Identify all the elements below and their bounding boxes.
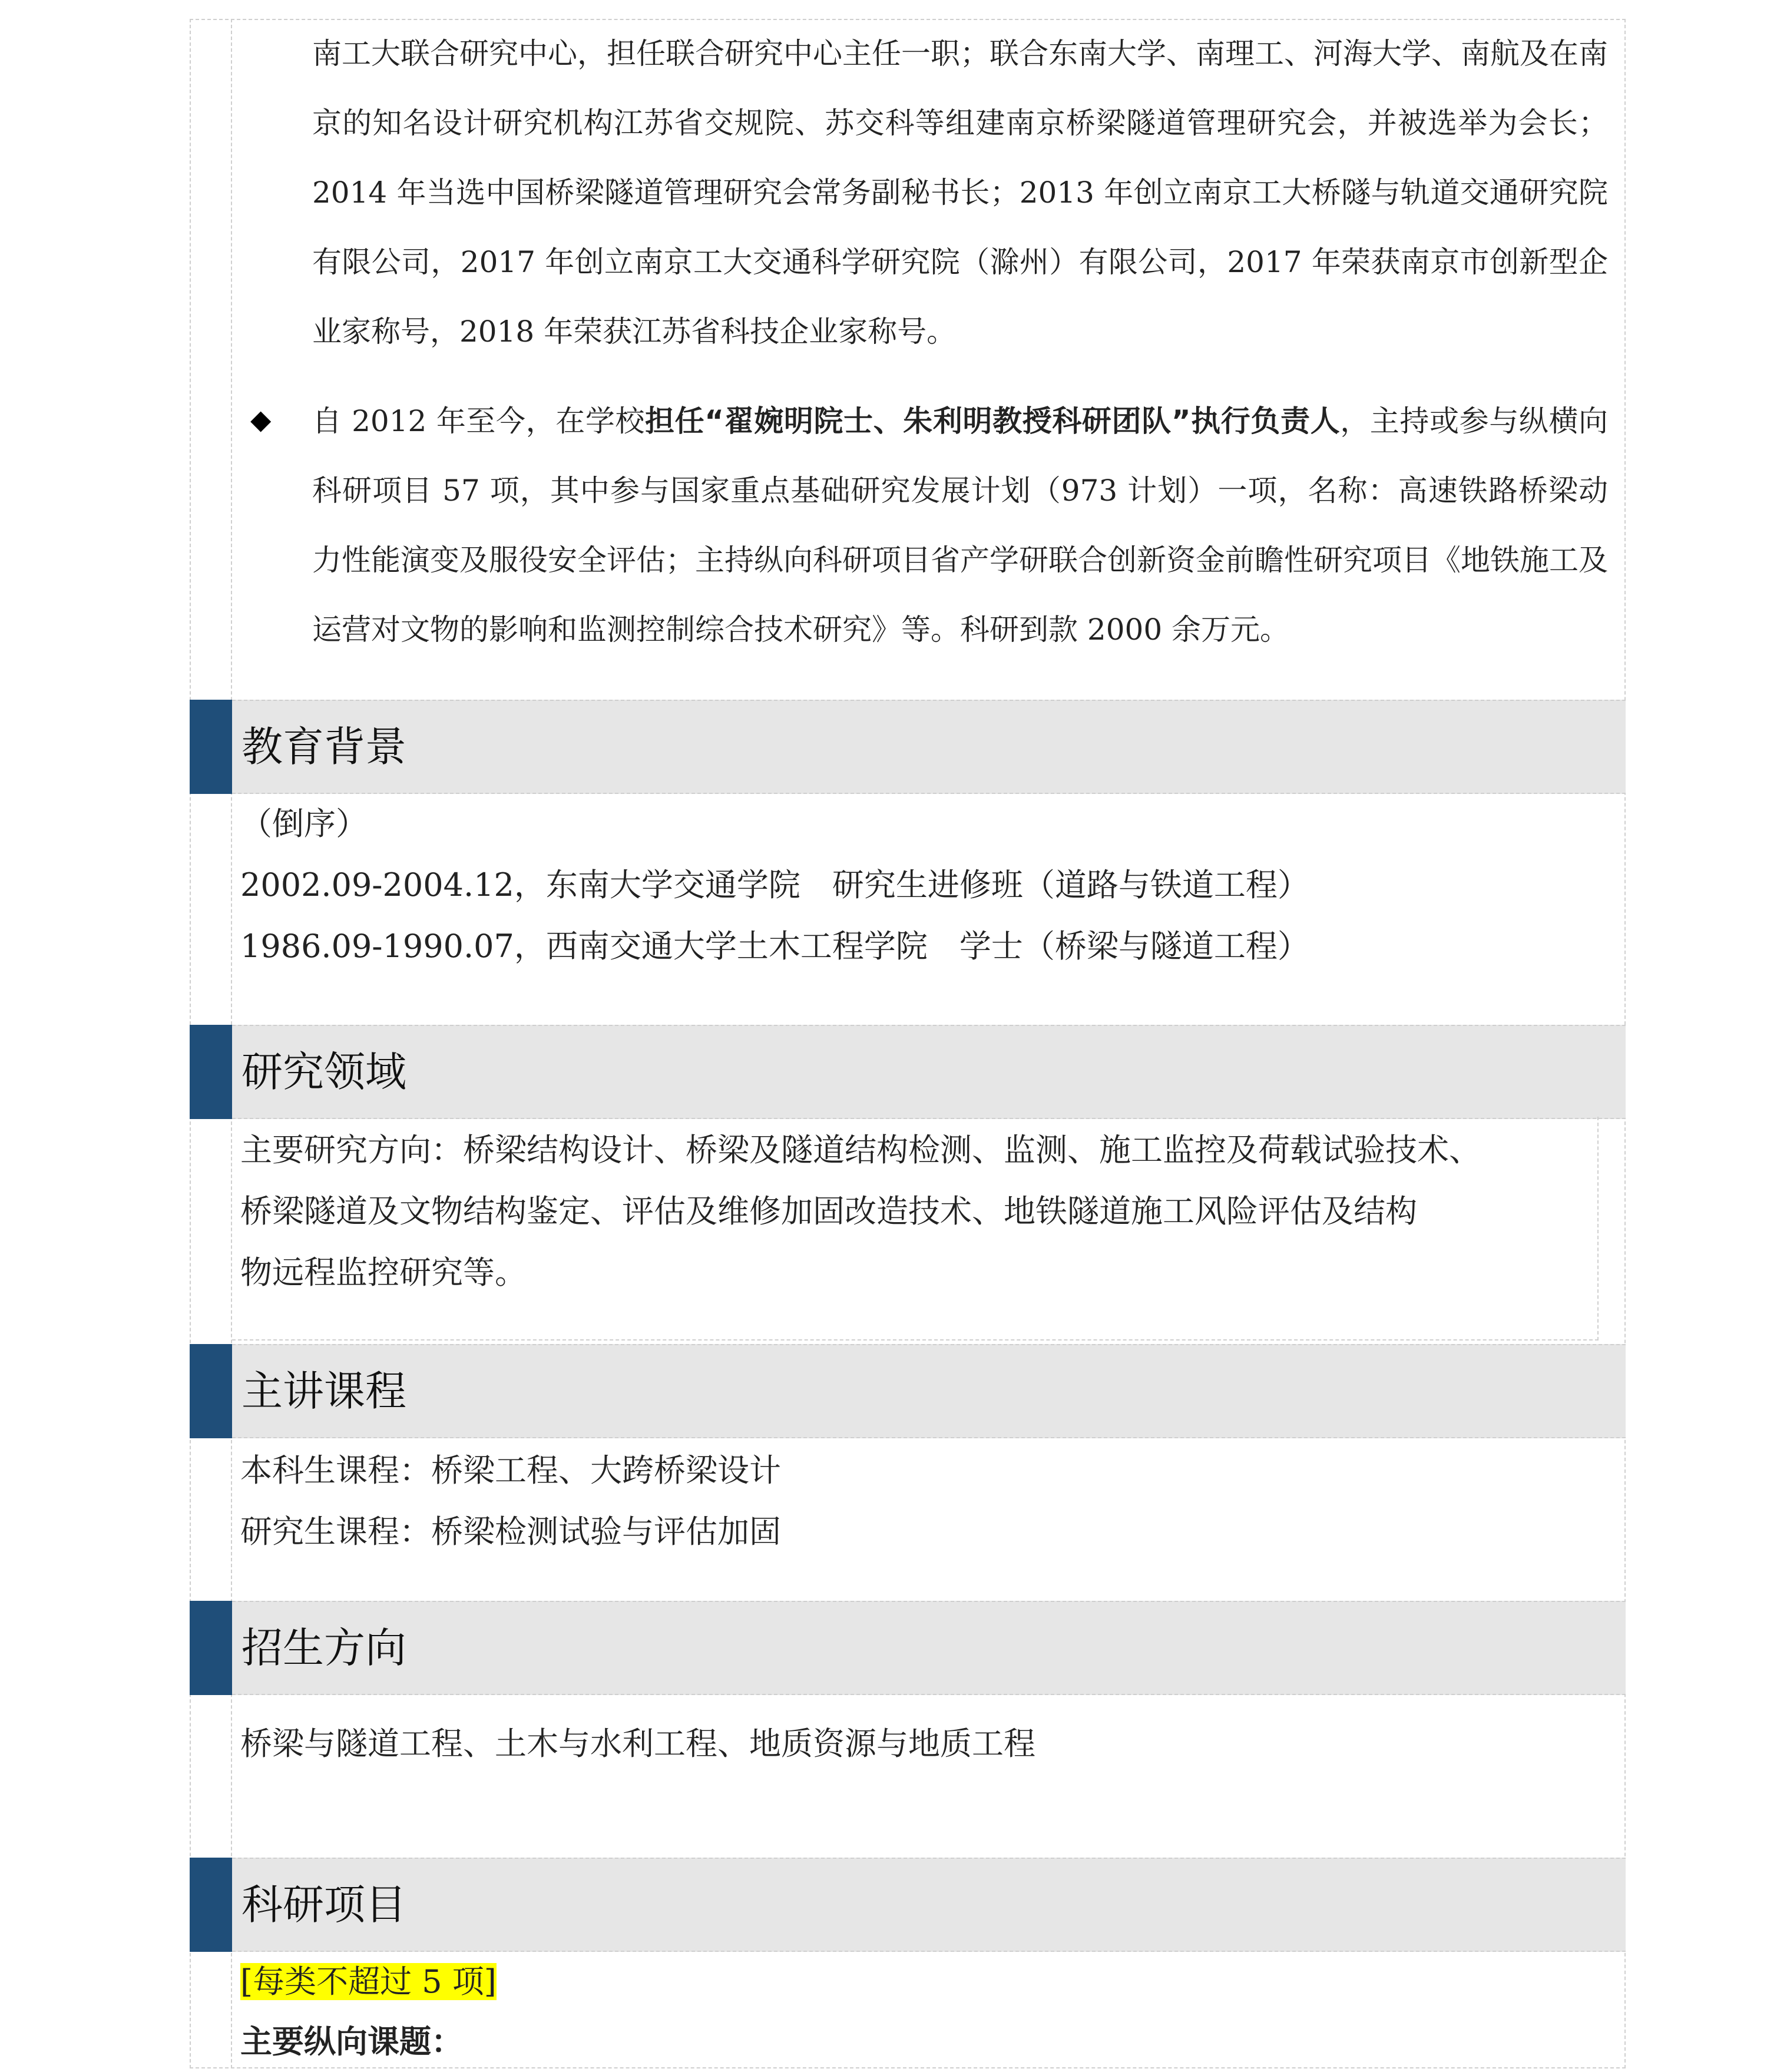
projects-subheading: 主要纵向课题： <box>240 2023 463 2060</box>
projects-note <box>240 1961 497 2003</box>
intro-paragraph: 南工大联合研究中心，担任联合研究中心主任一职；联合东南大学、南理工、河海大学、南航及在南京的知名设计研究机构江苏省交规院、苏交科等组建南京桥梁隧道管理研究会，并被选举为会长；2014 年当选中国桥梁隧道管理研究会常务副秘书长；2013 年创立南京工大桥隧与轨道交通研究院有限公司，2017 年创立南京工大交通科学研究院（滁州）有限公司，2017 年荣获南京市创新型企业家称号，2018 年荣获江苏省科技企业家称号。 <box>312 37 1608 349</box>
section-education <box>190 700 1626 794</box>
section-accent <box>190 1025 232 1119</box>
team-paragraph-bold: 担任“翟婉明院士、朱利明教授科研团队”执行负责人 <box>645 404 1341 438</box>
education-item: 2002.09-2004.12，东南大学交通学院 研究生进修班（道路与铁道工程） <box>240 866 1309 903</box>
section-accent <box>190 1601 232 1695</box>
section-band <box>232 1025 1626 1119</box>
section-band <box>232 700 1626 794</box>
admission-text: 桥梁与隧道工程、土木与水利工程、地质资源与地质工程 <box>240 1725 1035 1762</box>
section-projects <box>190 1858 1626 1952</box>
bullet-diamond-icon: ◆ <box>250 403 272 435</box>
section-accent <box>190 1344 232 1438</box>
team-paragraph-prefix: 自 2012 年至今，在学校 <box>312 404 646 438</box>
course-undergrad: 本科生课程：桥梁工程、大跨桥梁设计 <box>240 1452 781 1489</box>
section-title: 招生方向 <box>241 1624 406 1672</box>
research-line: 桥梁隧道及文物结构鉴定、评估及维修加固改造技术、地铁隧道施工风险评估及结构 <box>240 1193 1417 1230</box>
section-accent <box>190 1858 232 1952</box>
section-band <box>232 1344 1626 1438</box>
section-courses <box>190 1344 1626 1438</box>
section-admission <box>190 1601 1626 1695</box>
section-title: 教育背景 <box>241 723 406 771</box>
highlight-note: [每类不超过 5 项] <box>240 1963 497 2000</box>
section-title: 研究领域 <box>241 1048 406 1096</box>
section-band <box>232 1601 1626 1695</box>
section-accent <box>190 700 232 794</box>
section-band <box>232 1858 1626 1952</box>
section-title: 科研项目 <box>241 1881 406 1929</box>
section-research <box>190 1025 1626 1119</box>
section-title: 主讲课程 <box>241 1367 406 1415</box>
research-line: 物远程监控研究等。 <box>240 1254 527 1291</box>
education-note: （倒序） <box>240 805 368 842</box>
education-item: 1986.09-1990.07，西南交通大学土木工程学院 学士（桥梁与隧道工程） <box>240 928 1309 965</box>
course-graduate: 研究生课程：桥梁检测试验与评估加固 <box>240 1513 781 1550</box>
team-paragraph <box>312 386 1608 664</box>
research-line: 主要研究方向：桥梁结构设计、桥梁及隧道结构检测、监测、施工监控及荷载试验技术、 <box>240 1131 1481 1169</box>
team-paragraph-rest: ，主持或参与纵横向科研项目 57 项，其中参与国家重点基础研究发展计划（973 计划）一项，名称：高速铁路桥梁动力性能演变及服役安全评估；主持纵向科研项目省产学研联合创新资金前瞻性研究项目《地铁施工及运营对文物的影响和监测控制综合技术研究》等。科研到款 2000 余万元。 <box>312 404 1608 647</box>
